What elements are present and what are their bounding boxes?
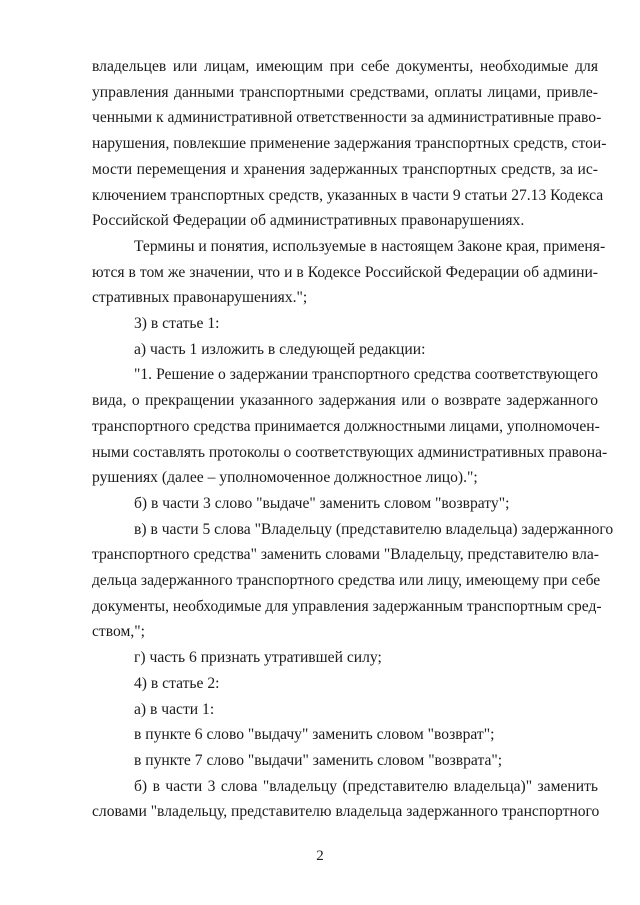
text-line: документы, необходимые для управления задержанным транспортным сред- bbox=[92, 597, 602, 615]
page-number: 2 bbox=[316, 848, 324, 864]
text-line: управления данными транспортными средствами, оплаты лицами, привле- bbox=[92, 83, 598, 101]
text-line: стративных правонарушениях."; bbox=[92, 289, 308, 307]
text-line: нарушения, повлекшие применение задержания транспортных средств, стои- bbox=[92, 135, 607, 153]
paragraph bbox=[92, 517, 614, 646]
text-line: ством,"; bbox=[92, 623, 145, 641]
text-line: 3) в статье 1: bbox=[134, 315, 220, 333]
text-line: Российской Федерации об административных правонарушениях. bbox=[92, 212, 525, 230]
paragraph bbox=[92, 311, 598, 337]
paragraph bbox=[92, 337, 598, 363]
paragraph bbox=[92, 722, 598, 748]
paragraph bbox=[92, 748, 598, 774]
paragraph bbox=[92, 671, 598, 697]
text-line: ными составлять протоколы о соответствующих административных правона- bbox=[92, 443, 608, 461]
text-line: "1. Решение о задержании транспортного средства соответствующего bbox=[134, 366, 598, 384]
text-line: транспортного средства принимается должностными лицами, уполномочен- bbox=[92, 417, 600, 435]
paragraph bbox=[92, 234, 606, 311]
text-line: вида, о прекращении указанного задержания или о возврате задержанного bbox=[92, 392, 598, 410]
document-body bbox=[92, 54, 614, 825]
text-line: в пункте 6 слово "выдачу" заменить словом "возврат"; bbox=[134, 726, 495, 744]
text-line: а) часть 1 изложить в следующей редакции: bbox=[134, 340, 426, 358]
paragraph bbox=[92, 54, 607, 234]
text-line: б) в части 3 слова "владельцу (представителю владельца)" заменить bbox=[134, 777, 598, 795]
text-line: г) часть 6 признать утратившей силу; bbox=[134, 649, 382, 667]
text-line: владельцев или лицам, имеющим при себе документы, необходимые для bbox=[92, 58, 598, 75]
text-line: ключением транспортных средств, указанных в части 9 статьи 27.13 Кодекса bbox=[92, 186, 604, 204]
paragraph bbox=[92, 645, 598, 671]
paragraph bbox=[92, 491, 598, 517]
text-line: Термины и понятия, используемые в настоящем Законе края, применя- bbox=[134, 237, 606, 255]
text-line: ченными к административной ответственности за административные право- bbox=[92, 109, 602, 127]
text-line: словами "владельцу, представителю владельца задержанного транспортного bbox=[92, 803, 600, 821]
paragraph bbox=[92, 774, 598, 825]
text-line: б) в части 3 слово "выдаче" заменить словом "возврату"; bbox=[134, 494, 510, 512]
text-line: а) в части 1: bbox=[134, 700, 215, 718]
text-line: мости перемещения и хранения задержанных транспортных средств, за ис- bbox=[92, 160, 598, 178]
text-line: в пункте 7 слово "выдачи" заменить словом "возврата"; bbox=[134, 751, 503, 769]
text-line: дельца задержанного транспортного средства или лицу, имеющему при себе bbox=[92, 572, 601, 590]
text-line: ются в том же значении, что и в Кодексе Российской Федерации об админи- bbox=[92, 263, 598, 281]
text-line: в) в части 5 слова "Владельцу (представителю владельца) задержанного bbox=[134, 520, 614, 538]
text-line: транспортного средства" заменить словами "Владельцу, представителю вла- bbox=[92, 546, 599, 564]
text-line: рушениях (далее – уполномоченное должностное лицо)."; bbox=[92, 469, 478, 487]
paragraph bbox=[92, 697, 598, 723]
paragraph bbox=[92, 362, 608, 491]
text-line: 4) в статье 2: bbox=[134, 674, 220, 692]
